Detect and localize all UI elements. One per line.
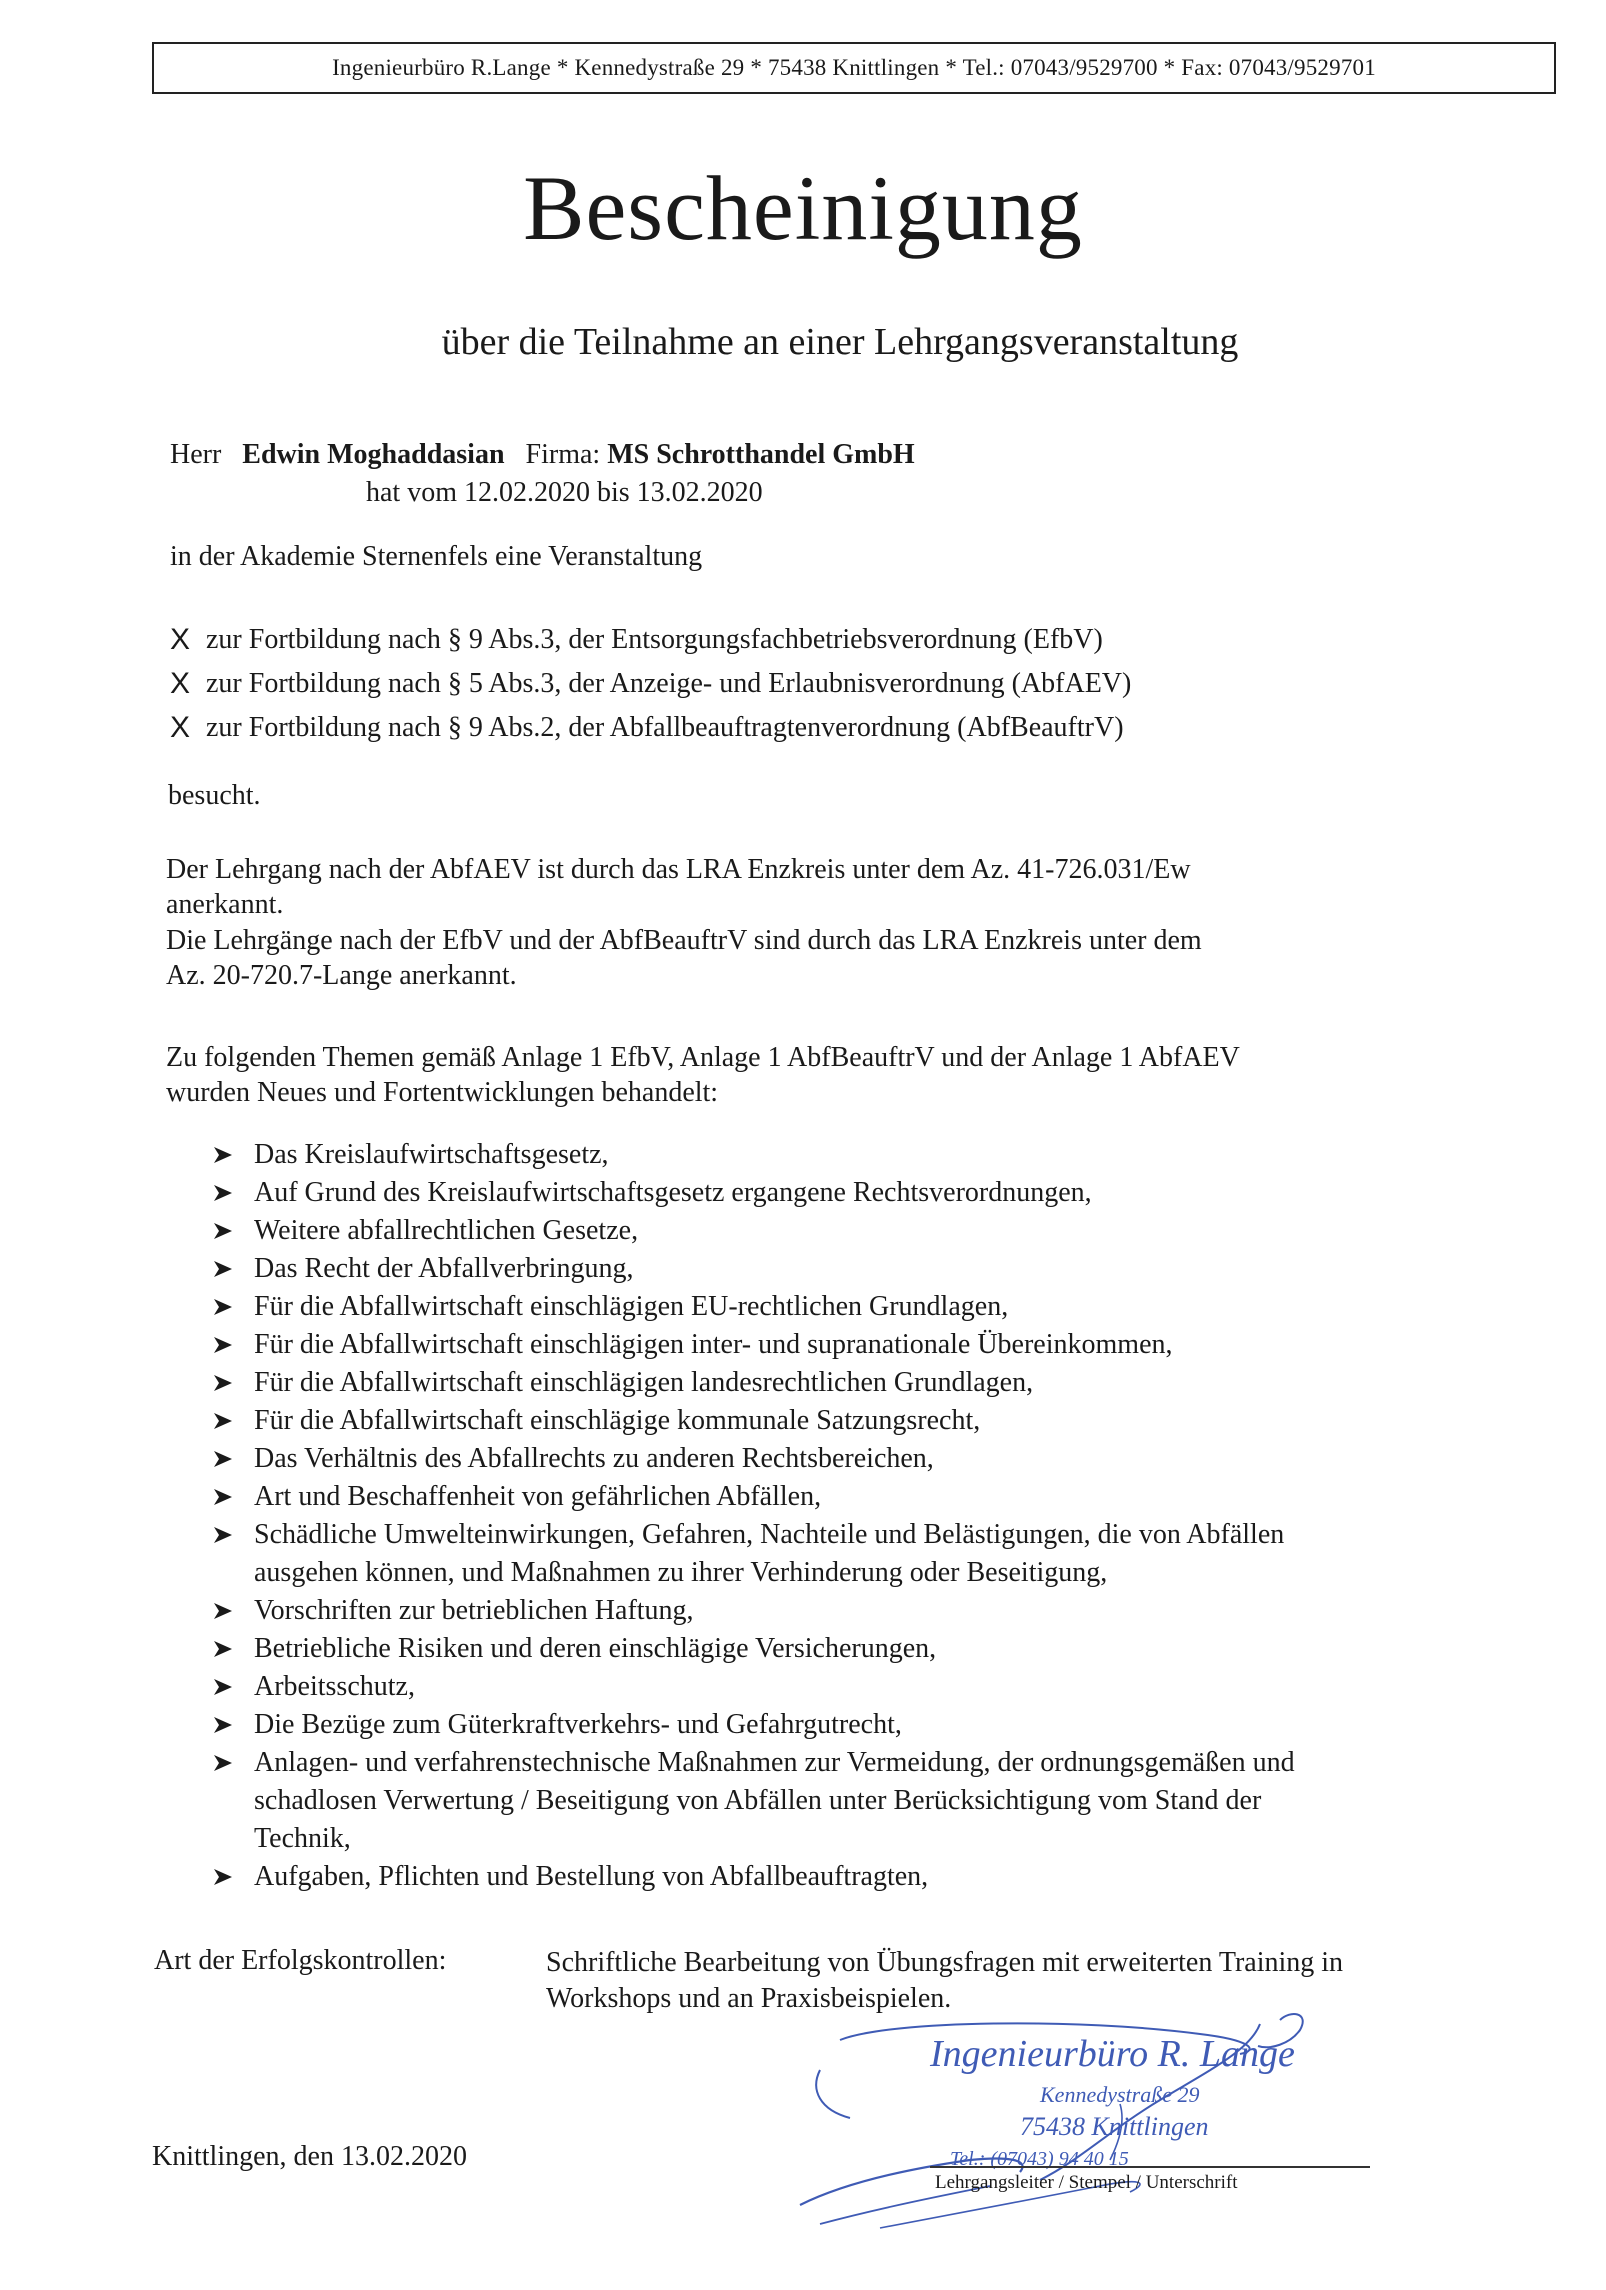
topics-intro-line: wurden Neues und Fortentwicklungen behandelt: xyxy=(166,1077,719,1108)
recognition-line: Der Lehrgang nach der AbfAEV ist durch das LRA Enzkreis unter dem Az. 41-726.031/Ew xyxy=(166,854,1191,885)
stamp-company: Ingenieurbüro R. Lange xyxy=(930,2033,1295,2075)
topic-item: Arbeitsschutz, xyxy=(254,1671,415,1702)
topic-item: Die Bezüge zum Güterkraftverkehrs- und Gefahrgutrecht, xyxy=(254,1709,902,1740)
topic-item: Art und Beschaffenheit von gefährlichen Abfällen, xyxy=(254,1481,822,1512)
topic-item: Auf Grund des Kreislaufwirtschaftsgesetz ergangene Rechtsverordnungen, xyxy=(254,1177,1092,1208)
recognition-line: Az. 20-720.7-Lange anerkannt. xyxy=(166,960,517,991)
check-mark: X xyxy=(170,623,191,656)
stamp-city: 75438 Knittlingen xyxy=(1020,2112,1209,2141)
bullet-arrow-icon xyxy=(212,1258,234,1280)
topic-item: Betriebliche Risiken und deren einschlägige Versicherungen, xyxy=(254,1633,937,1664)
topic-item: Für die Abfallwirtschaft einschlägigen EU-rechtlichen Grundlagen, xyxy=(254,1291,1009,1322)
bullet-arrow-icon xyxy=(212,1448,234,1470)
bullet-arrow-icon xyxy=(212,1334,234,1356)
check-mark: X xyxy=(170,667,191,700)
location-line: in der Akademie Sternenfels eine Veranstaltung xyxy=(170,541,703,572)
participant-line xyxy=(170,437,915,472)
stamp-phone: Tel.: (07043) 94 40 15 xyxy=(950,2148,1129,2170)
topic-item: Das Kreislaufwirtschaftsgesetz, xyxy=(254,1139,609,1170)
topic-item: Anlagen- und verfahrenstechnische Maßnahmen zur Vermeidung, der ordnungsgemäßen und xyxy=(254,1747,1295,1778)
visited-text: besucht. xyxy=(168,780,261,811)
signature-line xyxy=(930,2166,1370,2168)
topic-item: Weitere abfallrechtlichen Gesetze, xyxy=(254,1215,639,1246)
place-date: Knittlingen, den 13.02.2020 xyxy=(152,2141,467,2172)
bullet-arrow-icon xyxy=(212,1182,234,1204)
bullet-arrow-icon xyxy=(212,1220,234,1242)
check-text-abfbeauftrv: zur Fortbildung nach § 9 Abs.2, der Abfallbeauftragtenverordnung (AbfBeauftrV) xyxy=(206,712,1124,743)
recognition-line: anerkannt. xyxy=(166,889,284,920)
topic-item: Für die Abfallwirtschaft einschlägige kommunale Satzungsrecht, xyxy=(254,1405,981,1436)
bullet-arrow-icon xyxy=(212,1296,234,1318)
stamp-street: Kennedystraße 29 xyxy=(1040,2082,1200,2107)
topic-item: schadlosen Verwertung / Beseitigung von Abfällen unter Berücksichtigung vom Stand der xyxy=(254,1785,1262,1816)
bullet-arrow-icon xyxy=(212,1676,234,1698)
company-name: MS Schrotthandel GmbH xyxy=(607,439,915,470)
participation-period: hat vom 12.02.2020 bis 13.02.2020 xyxy=(366,477,763,508)
topics-intro-line: Zu folgenden Themen gemäß Anlage 1 EfbV, Anlage 1 AbfBeauftrV und der Anlage 1 AbfAEV xyxy=(166,1042,1240,1073)
bullet-arrow-icon xyxy=(212,1752,234,1774)
company-stamp xyxy=(780,2010,1420,2250)
company-label: Firma: xyxy=(525,439,601,470)
topic-item: ausgehen können, und Maßnahmen zu ihrer Verhinderung oder Beseitigung, xyxy=(254,1557,1108,1588)
topic-item: Für die Abfallwirtschaft einschlägigen landesrechtlichen Grundlagen, xyxy=(254,1367,1034,1398)
bullet-arrow-icon xyxy=(212,1714,234,1736)
topic-item: Das Verhältnis des Abfallrechts zu anderen Rechtsbereichen, xyxy=(254,1443,934,1474)
assessment-line: Workshops und an Praxisbeispielen. xyxy=(546,1983,952,2014)
topic-item: Vorschriften zur betrieblichen Haftung, xyxy=(254,1595,694,1626)
assessment-line: Schriftliche Bearbeitung von Übungsfragen mit erweiterten Training in xyxy=(546,1947,1344,1978)
topic-item: Aufgaben, Pflichten und Bestellung von Abfallbeauftragten, xyxy=(254,1861,929,1892)
topic-item: Technik, xyxy=(254,1823,351,1854)
document-subtitle: über die Teilnahme an einer Lehrgangsveranstaltung xyxy=(441,321,1239,363)
bullet-arrow-icon xyxy=(212,1486,234,1508)
check-mark: X xyxy=(170,711,191,744)
salutation: Herr xyxy=(170,439,222,470)
assessment-label: Art der Erfolgskontrollen: xyxy=(154,1945,447,1976)
signature-caption: Lehrgangsleiter / Stempel / Unterschrift xyxy=(935,2172,1238,2193)
check-text-abfaev: zur Fortbildung nach § 5 Abs.3, der Anzeige- und Erlaubnisverordnung (AbfAEV) xyxy=(206,668,1132,699)
participant-name: Edwin Moghaddasian xyxy=(242,439,505,470)
recognition-line: Die Lehrgänge nach der EfbV und der AbfBeauftrV sind durch das LRA Enzkreis unter dem xyxy=(166,925,1202,956)
bullet-arrow-icon xyxy=(212,1144,234,1166)
topic-item: Das Recht der Abfallverbringung, xyxy=(254,1253,634,1284)
bullet-arrow-icon xyxy=(212,1638,234,1660)
topic-item: Für die Abfallwirtschaft einschlägigen inter- und supranationale Übereinkommen, xyxy=(254,1329,1173,1360)
letterhead: Ingenieurbüro R.Lange * Kennedystraße 29 * 75438 Knittlingen * Tel.: 07043/9529700 * Fax: 07043/9529701 xyxy=(152,42,1556,94)
check-text-efbv: zur Fortbildung nach § 9 Abs.3, der Entsorgungsfachbetriebsverordnung (EfbV) xyxy=(206,624,1103,655)
bullet-arrow-icon xyxy=(212,1410,234,1432)
document-title: Bescheinigung xyxy=(523,157,1083,259)
bullet-arrow-icon xyxy=(212,1600,234,1622)
topic-item: Schädliche Umwelteinwirkungen, Gefahren, Nachteile und Belästigungen, die von Abfällen xyxy=(254,1519,1285,1550)
bullet-arrow-icon xyxy=(212,1372,234,1394)
bullet-arrow-icon xyxy=(212,1524,234,1546)
bullet-arrow-icon xyxy=(212,1866,234,1888)
